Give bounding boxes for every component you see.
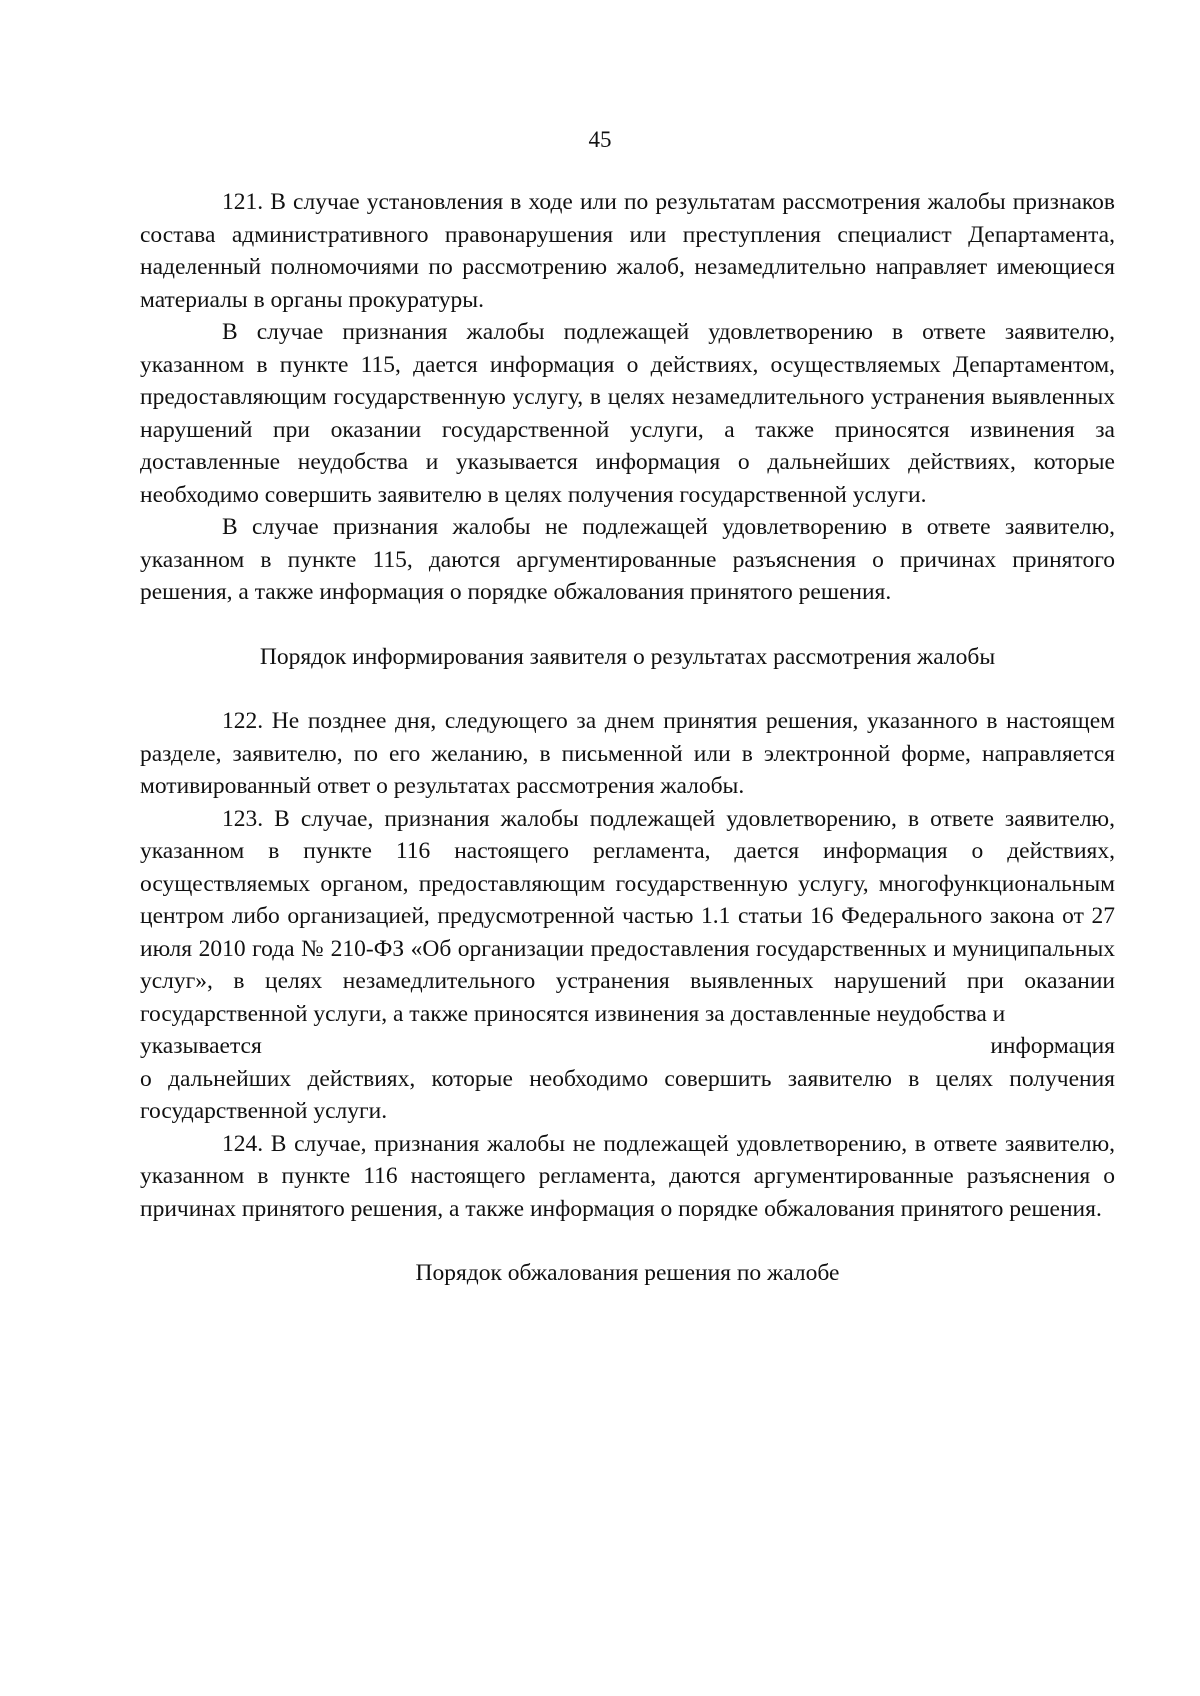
paragraph-122: 122. Не позднее дня, следующего за днем принятия решения, указанного в настоящем разделе, заявителю, по его желанию, в письменной или в электронной форме, направляется мотивированный ответ о результатах рассмотрения жалобы.	[140, 708, 1115, 799]
paragraph-123-word-left: указывается	[140, 1033, 262, 1059]
paragraph-123-spread-line	[140, 1030, 1115, 1063]
page-number: 45	[588, 127, 612, 152]
paragraph-121-rejected: В случае признания жалобы не подлежащей удовлетворению в ответе заявителю, указанном в пункте 115, даются аргументированные разъяснения о причинах принятого решения, а также информация о порядке обжалования принятого решения.	[140, 514, 1115, 605]
section-heading-appeal: Порядок обжалования решения по жалобе	[415, 1260, 840, 1286]
paragraph-124: 124. В случае, признания жалобы не подлежащей удовлетворению, в ответе заявителю, указанном в пункте 116 настоящего регламента, даются аргументированные разъяснения о причинах принятого решения, а также информация о порядке обжалования принятого решения.	[140, 1130, 1115, 1222]
paragraph-121: 121. В случае установления в ходе или по результатам рассмотрения жалобы признаков состава административного правонарушения или преступления специалист Департамента, наделенный полномочиями по рассмотрению жалоб, незамедлительно направляет имеющиеся материалы в органы прокуратуры.	[140, 189, 1115, 313]
paragraph-123-end: о дальнейших действиях, которые необходимо совершить заявителю в целях получения государственной услуги.	[140, 1065, 1115, 1124]
document-body	[140, 186, 1115, 1290]
paragraph-123-word-right: информация	[990, 1033, 1115, 1059]
paragraph-121-satisfied: В случае признания жалобы подлежащей удовлетворению в ответе заявителю, указанном в пункте 115, дается информация о действиях, осуществляемых Департаментом, предоставляющим государственную услугу, в целях незамедлительного устранения выявленных нарушений при оказании государственной услуги, а также приносятся извинения за доставленные неудобства и указывается информация о дальнейших действиях, которые необходимо совершить заявителю в целях получения государственной услуги.	[140, 319, 1115, 508]
section-heading-informing: Порядок информирования заявителя о результатах рассмотрения жалобы	[259, 643, 996, 670]
paragraph-123: 123. В случае, признания жалобы подлежащей удовлетворению, в ответе заявителю, указанном в пункте 116 настоящего регламента, дается информация о действиях, осуществляемых органом, предоставляющим государственную услугу, многофункциональным центром либо организацией, предусмотренной частью 1.1 статьи 16 Федерального закона от 27 июля 2010 года № 210-ФЗ «Об организации предоставления государственных и муниципальных услуг», в целях незамедлительного устранения выявленных нарушений при оказании государственной услуги, а также приносятся извинения за доставленные неудобства и	[140, 805, 1115, 1027]
